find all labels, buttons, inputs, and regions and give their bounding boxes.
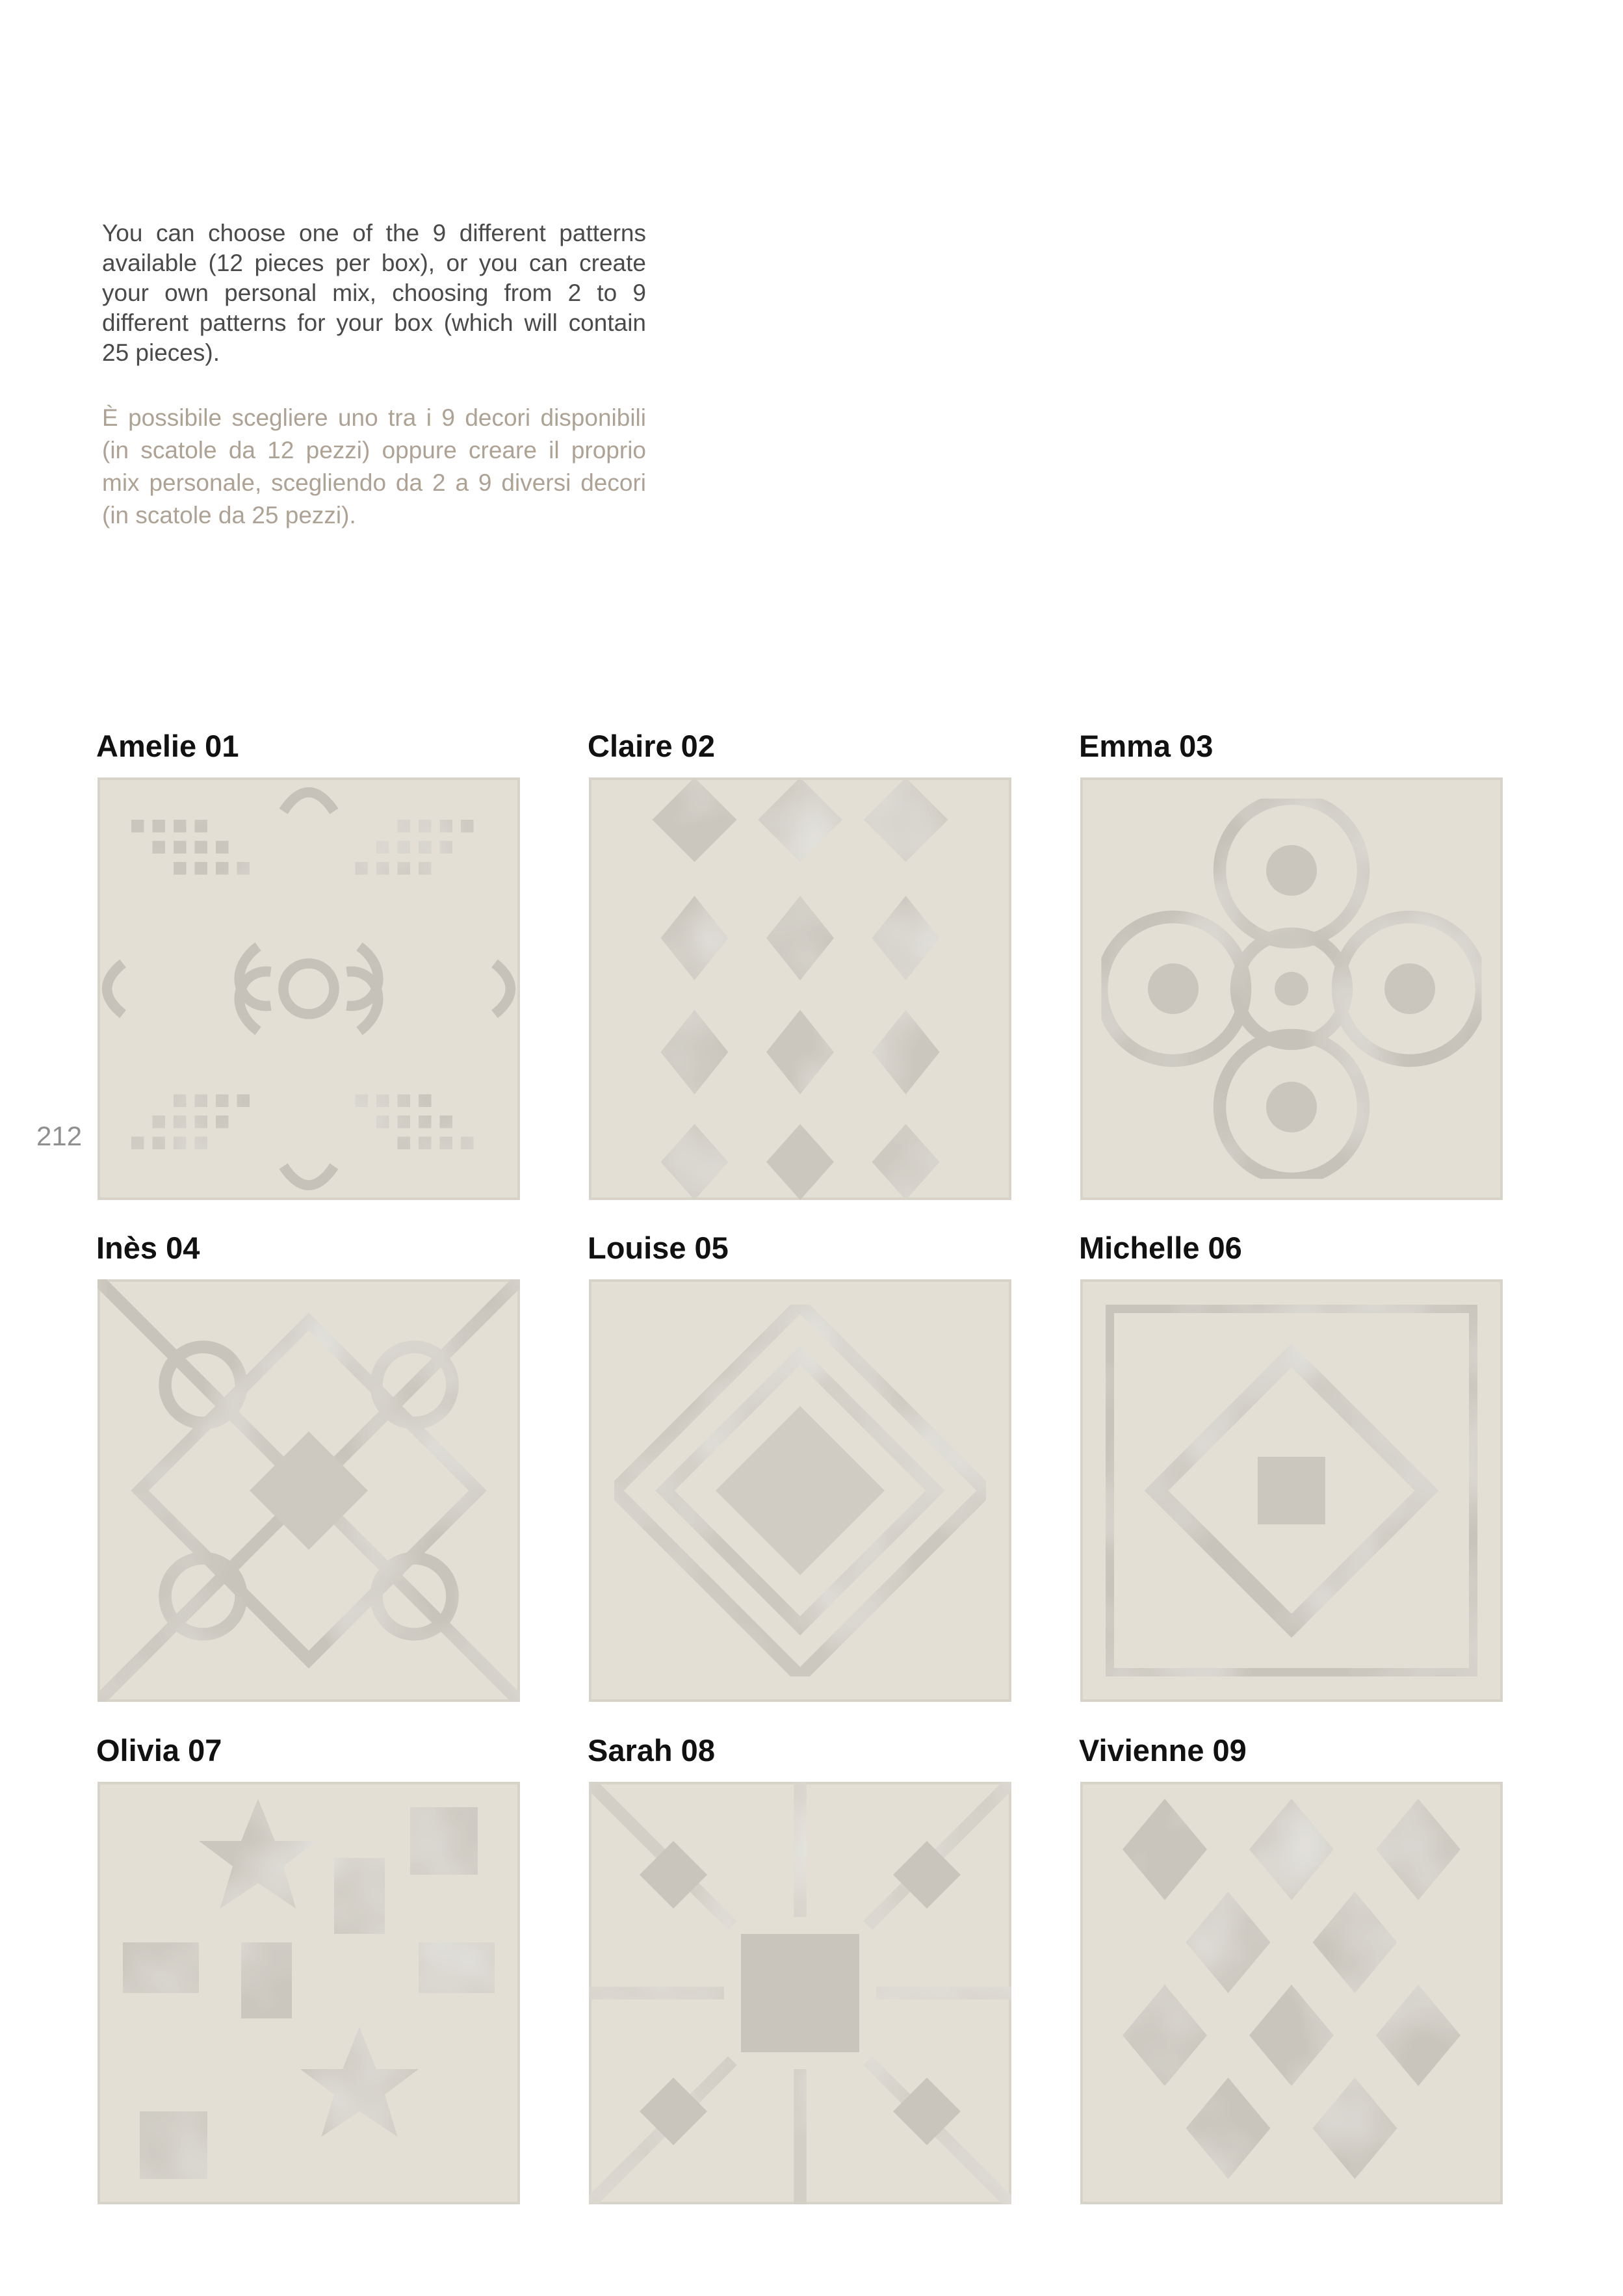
tile-name: Emma 03 [1079,729,1214,763]
tile-name: Inès 04 [96,1231,200,1265]
tile-image-claire [589,777,1011,1200]
tile-image-olivia [97,1782,520,2204]
tile-image-amelie [97,777,520,1200]
tile-name: Vivienne 09 [1079,1733,1247,1768]
tile-name: Olivia 07 [96,1733,222,1768]
tile-image-vivienne [1080,1782,1503,2204]
page-number: 212 [36,1121,83,1151]
tile-image-louise [589,1279,1011,1702]
tile-name: Amelie 01 [96,729,239,763]
tile-name: Sarah 08 [588,1733,715,1768]
tile-image-ines [97,1279,520,1702]
intro-italian: È possibile scegliere uno tra i 9 decori disponibili (in scatole da 12 pezzi) oppure creare il proprio mix personale, scegliendo da 2 a 9 diversi decori (in scatole da 25 pezzi). [102,404,646,528]
intro-english: You can choose one of the 9 different patterns available (12 pieces per box), or you can create your own personal mix, choosing from 2 to 9 different patterns for your box (which will contain 25 pieces). [102,220,646,366]
tile-image-michelle [1080,1279,1503,1702]
tile-image-emma [1080,777,1503,1200]
tile-name: Michelle 06 [1079,1231,1242,1265]
tile-name: Claire 02 [588,729,715,763]
tile-image-sarah [589,1782,1011,2204]
tile-name: Louise 05 [588,1231,729,1265]
